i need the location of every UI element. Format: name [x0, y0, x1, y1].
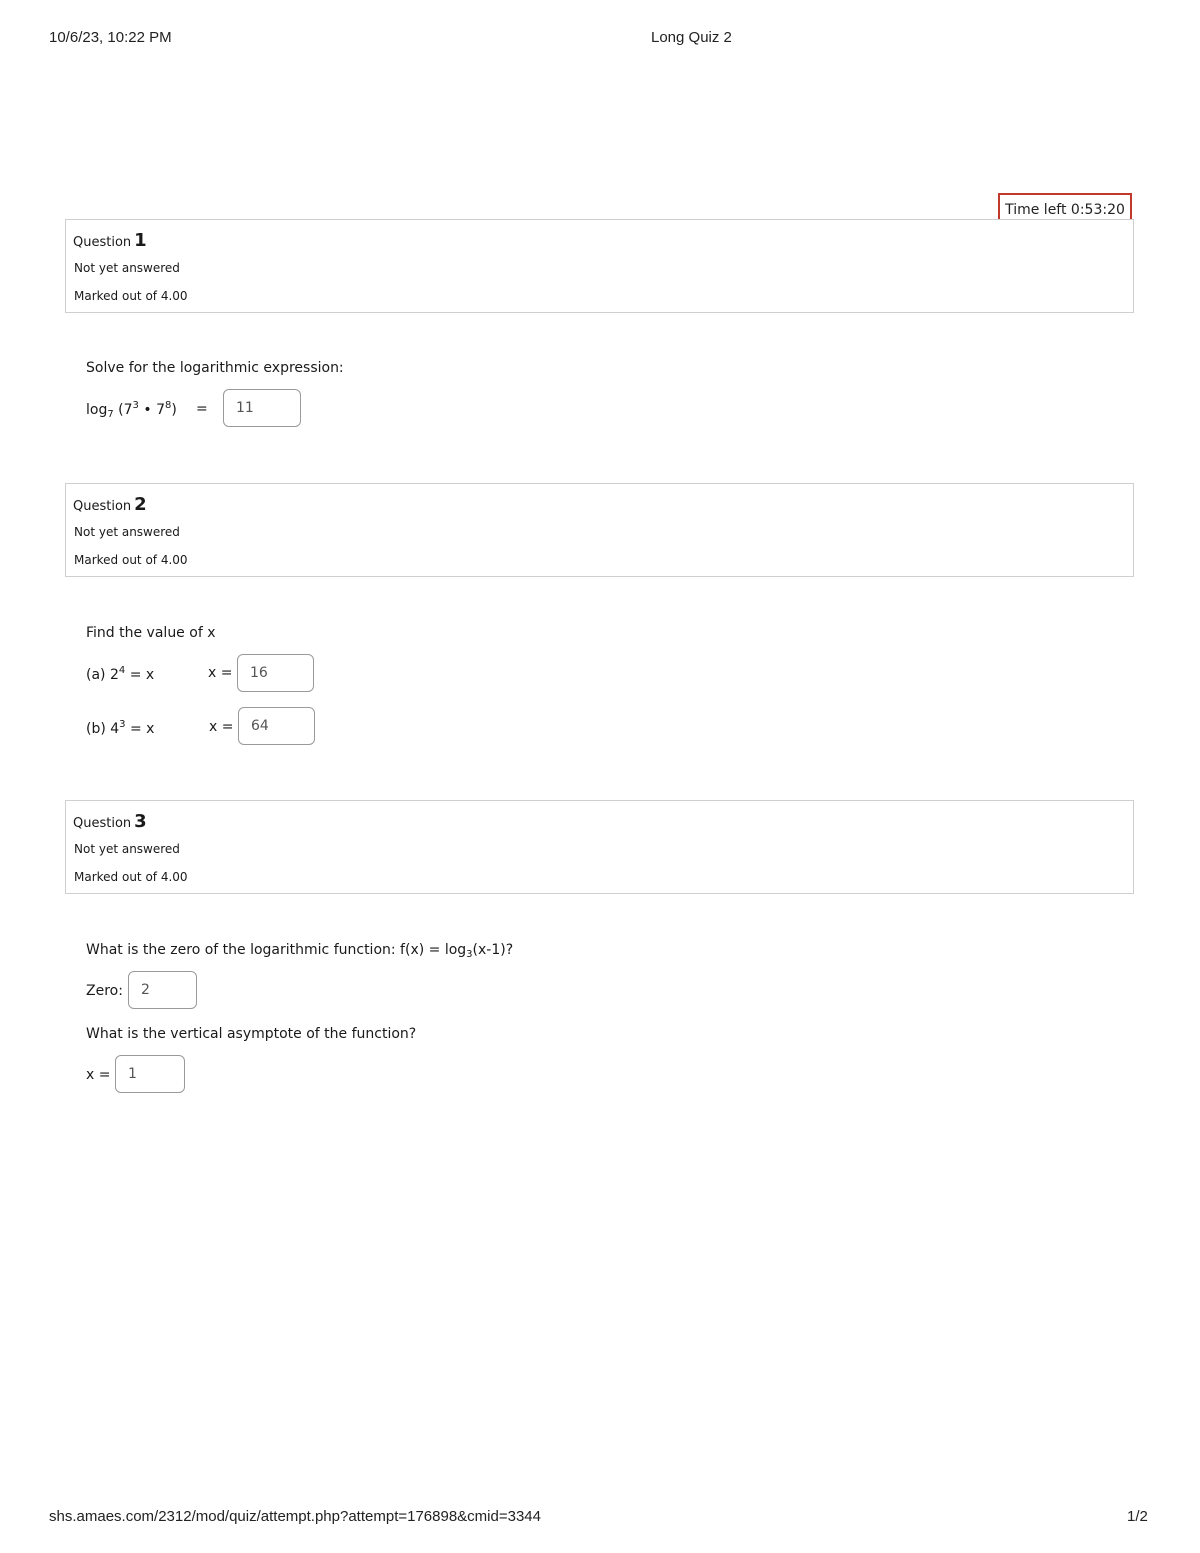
zero-answer-input[interactable]: 2	[128, 971, 197, 1009]
question-2-prompt: Find the value of x	[86, 625, 216, 641]
question-2a-x-label: x =	[208, 665, 233, 681]
question-2-info	[65, 483, 1134, 577]
question-state: Not yet answered	[74, 842, 180, 856]
question-3-info	[65, 800, 1134, 894]
question-3-asymptote-prompt: What is the vertical asymptote of the function?	[86, 1026, 417, 1042]
question-number: Question 3	[73, 811, 147, 832]
question-grade: Marked out of 4.00	[74, 289, 188, 303]
question-2b-expression: (b) $4^3 = x$	[86, 719, 155, 737]
equals-sign: =	[196, 401, 208, 417]
question-3-zero-prompt: What is the zero of the logarithmic function: $f(x) = \log_3(x-1)$?	[86, 942, 514, 960]
quiz-timer: Time left 0:53:20	[998, 193, 1132, 227]
question-number: Question 2	[73, 494, 147, 515]
print-url: shs.amaes.com/2312/mod/quiz/attempt.php?attempt=176898&cmid=3344	[49, 1508, 541, 1525]
question-1-expression: $\log_7 (7^3$ • $7^8$)	[86, 400, 177, 420]
question-state: Not yet answered	[74, 525, 180, 539]
print-date: 10/6/23, 10:22 PM	[49, 29, 172, 46]
asymptote-answer-input[interactable]: 1	[115, 1055, 185, 1093]
question-2a-answer-input[interactable]: 16	[237, 654, 314, 692]
zero-label: Zero:	[86, 983, 123, 999]
question-2a-expression: (a) $2^4 = x$	[86, 665, 155, 683]
question-grade: Marked out of 4.00	[74, 870, 188, 884]
question-2b-answer-input[interactable]: 64	[238, 707, 315, 745]
question-1-prompt: Solve for the logarithmic expression:	[86, 360, 344, 376]
print-title: Long Quiz 2	[651, 29, 732, 46]
question-1-answer-input[interactable]: 11	[223, 389, 301, 427]
question-number: Question 1	[73, 230, 147, 251]
question-state: Not yet answered	[74, 261, 180, 275]
question-1-info	[65, 219, 1134, 313]
question-grade: Marked out of 4.00	[74, 553, 188, 567]
question-2b-x-label: x =	[209, 719, 234, 735]
asymptote-x-label: x =	[86, 1067, 111, 1083]
print-page-number: 1/2	[1127, 1508, 1148, 1525]
